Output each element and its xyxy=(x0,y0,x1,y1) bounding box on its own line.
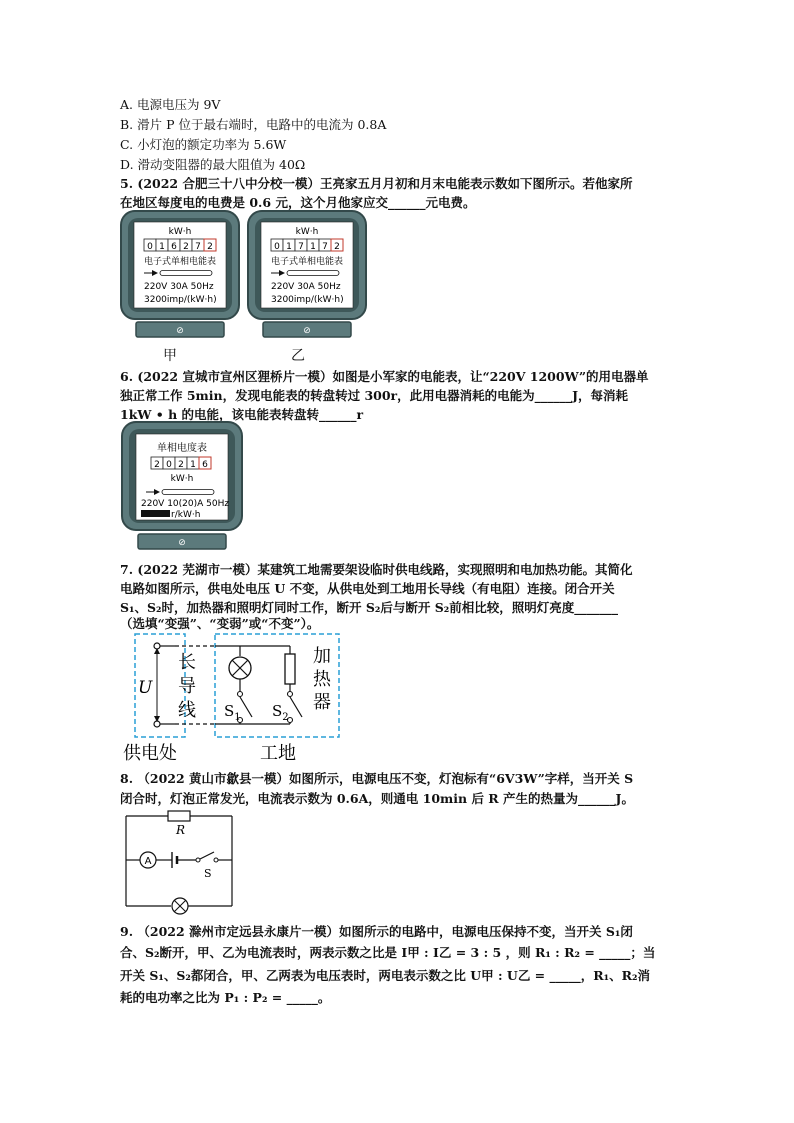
q9-line-1: 9. （2022 滁州市定远县永康片一模）如图所示的电路中，电源电压保持不变，当开关 S₁闭 xyxy=(120,924,633,939)
meter-yi-digit-6: 2 xyxy=(334,242,340,252)
meter-jia-digit-4: 2 xyxy=(183,242,189,252)
q7-line-3: S₁、S₂时，加热器和照明灯同时工作，断开 S₂后与断开 S₂前相比较，照明灯亮度_______ xyxy=(120,600,618,615)
option-a: A. 电源电压为 9V xyxy=(120,97,221,112)
q7-long-wire-label-2: 导 xyxy=(178,676,196,697)
q9-line-2: 合、S₂断开，甲、乙为电流表时，两表示数之比是 I甲 : I乙 = 3 : 5 ，则 R₁ : R₂ = _____；当 xyxy=(120,945,656,960)
meter-jia-digit-3: 6 xyxy=(171,242,177,252)
option-d: D. 滑动变阻器的最大阻值为 40Ω xyxy=(120,157,306,172)
q8-switch-label: S xyxy=(204,867,212,880)
q7-s2-subscript: 2 xyxy=(282,712,289,723)
q7-lamp-icon xyxy=(229,657,251,679)
meter-jia-knob-icon: ⊘ xyxy=(176,326,184,336)
q7-site-caption: 工地 xyxy=(260,743,296,764)
meter-yi-spec-2: 3200imp/(kW·h) xyxy=(271,295,344,305)
meter-q6-digit-1: 2 xyxy=(154,460,160,470)
q7-s2-letter: S xyxy=(272,702,283,720)
q7-long-wire-label-1: 长 xyxy=(178,652,196,673)
q7-heater-label-2: 热 xyxy=(313,669,331,690)
meter-jia-spec-1: 220V 30A 50Hz xyxy=(144,282,214,292)
meter-yi-digit-2: 1 xyxy=(286,242,292,252)
q8-battery-icon xyxy=(172,852,177,868)
q7-heater-label-1: 加 xyxy=(313,646,331,667)
meter-q6-digits xyxy=(151,457,211,470)
q7-heater-label-3: 器 xyxy=(313,692,331,713)
q8-switch-icon xyxy=(200,852,214,859)
q7-line-2: 电路如图所示，供电处电压 U 不变，从供电处到工地用长导线（有电阻）连接。闭合开关 xyxy=(120,581,615,596)
meter-q6-digit-2: 0 xyxy=(166,460,172,470)
q7-line-1: 7. (2022 芜湖市一模）某建筑工地需要架设临时供电线路，实现照明和电加热功能。其简化 xyxy=(120,562,633,577)
meter-jia-name: 电子式单相电能表 xyxy=(143,257,217,267)
q7-circuit-diagram xyxy=(120,630,350,766)
q8-resistor-label: R xyxy=(176,823,186,837)
q7-s1-label xyxy=(224,702,241,723)
q6-line-2: 独正常工作 5min，发现电能表的转盘转过 300r，此用电器消耗的电能为______J，每消耗 xyxy=(120,388,629,403)
option-c: C. 小灯泡的额定功率为 5.6W xyxy=(120,137,287,152)
q7-line-4: （选填“变强”、“变弱”或“不变”）。 xyxy=(120,616,320,631)
meter-jia-digit-2: 1 xyxy=(159,242,165,252)
meter-q6 xyxy=(120,420,244,552)
meter-yi-digit-5: 7 xyxy=(322,242,328,252)
meter-jia-digit-5: 7 xyxy=(195,242,201,252)
meter-yi-digit-3: 7 xyxy=(298,242,304,252)
meter-yi-digit-4: 1 xyxy=(310,242,316,252)
q7-long-wire-label-3: 线 xyxy=(178,700,196,721)
q7-s1-letter: S xyxy=(224,702,235,720)
meter-yi-digits xyxy=(271,239,343,252)
q8-line-1: 8. （2022 黄山市歙县一模）如图所示，电源电压不变，灯泡标有“6V3W”字样，当开关 S xyxy=(120,771,634,786)
q7-s1-subscript: 1 xyxy=(234,712,241,723)
q6-line-1: 6. (2022 宣城市宣州区狸桥片一模）如图是小军家的电能表，让“220V 1200W”的用电器单 xyxy=(120,369,649,384)
meter-q6-spec-2: r/kW·h xyxy=(171,510,201,520)
meter-yi xyxy=(246,209,368,340)
meter-q6-digit-5: 6 xyxy=(202,460,208,470)
meter-q6-digit-4: 1 xyxy=(190,460,196,470)
meter-q6-digit-3: 2 xyxy=(178,460,184,470)
meter-yi-caption: 乙 xyxy=(291,348,305,364)
meter-yi-unit: kW·h xyxy=(295,227,319,237)
q9-line-4: 耗的电功率之比为 P₁ : P₂ = _____。 xyxy=(120,990,331,1005)
meter-jia-unit: kW·h xyxy=(168,227,192,237)
q8-ammeter-label: A xyxy=(144,856,152,867)
meter-q6-name: 单相电度表 xyxy=(157,443,207,454)
meter-yi-knob-icon: ⊘ xyxy=(303,326,311,336)
meter-jia xyxy=(119,209,241,340)
meter-jia-spec-2: 3200imp/(kW·h) xyxy=(144,295,217,305)
q8-resistor-icon xyxy=(168,811,190,821)
q5-line-1: 5. (2022 合肥三十八中分校一模）王亮家五月月初和月末电能表示数如下图所示。若他家所 xyxy=(120,176,633,191)
q7-s2-label xyxy=(272,702,289,723)
q7-supply-caption: 供电处 xyxy=(123,743,177,764)
meter-yi-name: 电子式单相电能表 xyxy=(270,257,344,267)
meter-jia-digits xyxy=(144,239,216,252)
meter-q6-unit: kW·h xyxy=(170,474,194,484)
q8-lamp-icon xyxy=(172,898,188,914)
q6-line-3: 1kW • h 的电能，该电能表转盘转______r xyxy=(120,407,364,422)
q7-switch-s1-icon xyxy=(240,697,252,717)
q8-line-2: 闭合时，灯泡正常发光，电流表示数为 0.6A，则通电 10min 后 R 产生的热量为______J。 xyxy=(120,791,634,806)
q5-line-2: 在地区每度电的电费是 0.6 元，这个月他家应交______元电费。 xyxy=(120,195,476,210)
meter-jia-digit-1: 0 xyxy=(147,242,153,252)
q9-line-3: 开关 S₁、S₂都闭合，甲、乙两表为电压表时，两电表示数之比 U甲 : U乙 = _____，R₁、R₂消 xyxy=(120,968,650,983)
q8-circuit-diagram xyxy=(120,810,240,920)
meter-q6-knob-icon: ⊘ xyxy=(178,538,186,548)
meter-yi-spec-1: 220V 30A 50Hz xyxy=(271,282,341,292)
meter-q6-redacted-bar xyxy=(141,510,170,517)
q7-heater-icon xyxy=(285,654,295,684)
q7-voltage-label: U xyxy=(138,678,153,698)
meter-q6-spec-1: 220V 10(20)A 50Hz xyxy=(141,499,230,509)
meter-jia-digit-6: 2 xyxy=(207,242,213,252)
meter-yi-digit-1: 0 xyxy=(274,242,280,252)
meter-jia-caption: 甲 xyxy=(163,348,177,364)
q7-switch-s2-icon xyxy=(290,697,302,717)
option-b: B. 滑片 P 位于最右端时，电路中的电流为 0.8A xyxy=(120,117,387,132)
